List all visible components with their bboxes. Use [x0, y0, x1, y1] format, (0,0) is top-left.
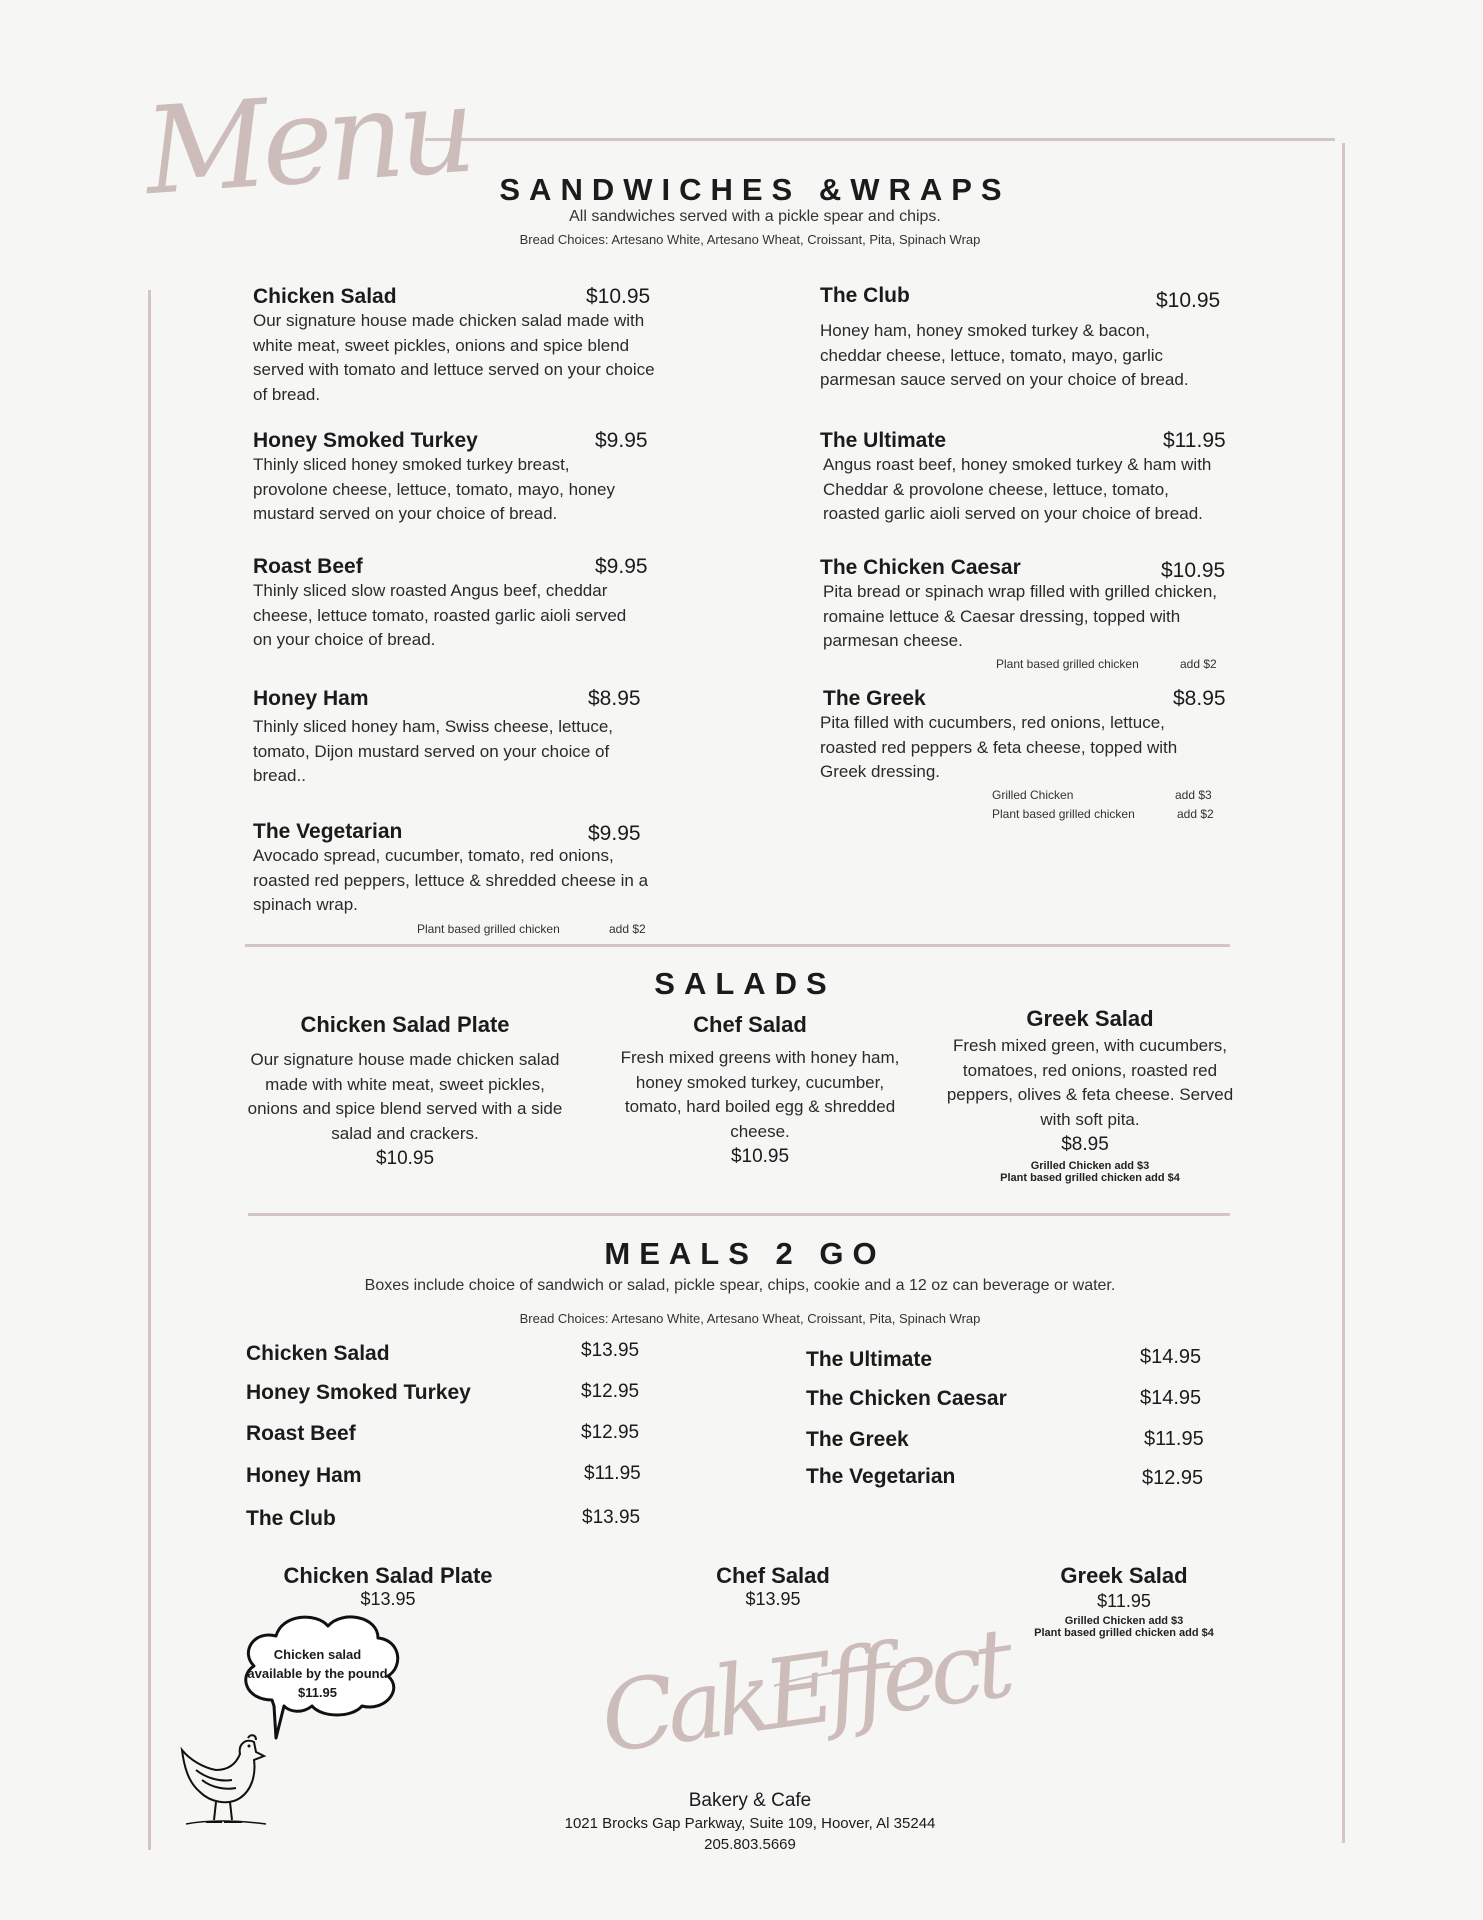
item-price: $11.95 — [1163, 429, 1226, 452]
item-desc: Thinly sliced honey ham, Swiss cheese, lettuce, tomato, Dijon mustard served on your choice of bread.. — [253, 717, 614, 785]
sandwiches-title: SANDWICHES &WRAPS — [499, 172, 1011, 207]
salad-desc: Our signature house made chicken salad made with white meat, sweet pickles, onions and spice blend served with a side salad and crackers. — [247, 1050, 563, 1143]
meal-salad-greek-salad — [1024, 1563, 1224, 1639]
footer-address: 1021 Brocks Gap Parkway, Suite 109, Hoover, Al 35244 — [564, 1815, 936, 1832]
item-desc: Pita filled with cucumbers, red onions, lettuce, roasted red peppers & feta cheese, topped with Greek dressing. — [820, 713, 1178, 781]
addon-price: add $2 — [609, 922, 646, 936]
sandwich-honey-ham — [253, 687, 653, 789]
item-desc: Thinly sliced slow roasted Angus beef, cheddar cheese, lettuce tomato, roasted garlic aioli served on your choice of bread. — [253, 581, 627, 649]
meal-price: $11.95 — [1144, 1428, 1204, 1450]
item-desc: Thinly sliced honey smoked turkey breast, provolone cheese, lettuce, tomato, mayo, honey mustard served on your choice of bread. — [253, 455, 615, 523]
meal-name: The Chicken Caesar — [806, 1387, 1007, 1410]
item-name: Honey Ham — [253, 687, 369, 710]
item-name: Chicken Salad — [253, 285, 397, 308]
salad-desc: Fresh mixed greens with honey ham, honey smoked turkey, cucumber, tomato, hard boiled egg & shredded cheese. — [620, 1048, 900, 1141]
item-name: The Ultimate — [820, 429, 947, 452]
meal-name: The Greek — [806, 1428, 909, 1451]
meal-price: $13.95 — [582, 1507, 641, 1528]
meal-salad-note-2: Plant based grilled chicken add $4 — [1034, 1627, 1214, 1639]
meal-salad-price: $11.95 — [1097, 1591, 1151, 1611]
salad-price: $8.95 — [1061, 1134, 1109, 1155]
addon1-label: Grilled Chicken — [992, 788, 1074, 802]
salad-name: Chef Salad — [693, 1012, 807, 1037]
meal-name: The Ultimate — [806, 1348, 933, 1371]
meal-price: $14.95 — [1140, 1387, 1202, 1409]
sandwiches-subtitle: All sandwiches served with a pickle spear and chips. — [569, 208, 941, 225]
meal-name: The Club — [246, 1507, 336, 1530]
item-desc: Our signature house made chicken salad made with white meat, sweet pickles, onions and spice blend served with tomato and lettuce served on your choice of bread. — [253, 311, 655, 404]
salad-chef-salad — [620, 1012, 900, 1168]
sandwich-the-greek — [820, 687, 1230, 821]
salad-greek-salad — [930, 1006, 1250, 1184]
sandwich-honey-smoked-turkey — [253, 429, 653, 527]
meal-salad-name: Chef Salad — [716, 1563, 830, 1588]
meal-price: $12.95 — [1142, 1467, 1204, 1489]
meals-bread-choices: Bread Choices: Artesano White, Artesano Wheat, Croissant, Pita, Spinach Wrap — [519, 1311, 981, 1326]
salad-price: $10.95 — [375, 1148, 435, 1169]
item-desc: Angus roast beef, honey smoked turkey & ham with Cheddar & provolone cheese, lettuce, tomato, roasted garlic aioli served on your choice of bread. — [823, 455, 1212, 523]
addon-label: Plant based grilled chicken — [996, 657, 1139, 671]
item-name: The Vegetarian — [253, 820, 403, 843]
salad-chicken-salad-plate — [240, 1012, 570, 1170]
divider-salads-meals — [248, 1213, 1230, 1216]
addon-price: add $2 — [1180, 657, 1217, 671]
addon2-price: add $2 — [1177, 807, 1214, 821]
frame-top-rule — [425, 138, 1335, 141]
divider-sandwiches-salads — [245, 944, 1230, 947]
item-price: $9.95 — [595, 429, 648, 452]
meal-name: The Vegetarian — [806, 1465, 956, 1488]
bubble-line-1: Chicken salad — [273, 1647, 362, 1662]
addon-label: Plant based grilled chicken — [417, 922, 560, 936]
item-price: $10.95 — [1161, 559, 1226, 582]
item-desc: Honey ham, honey smoked turkey & bacon, cheddar cheese, lettuce, tomato, mayo, garlic parmesan sauce served on your choice of bread. — [820, 321, 1189, 389]
item-desc: Avocado spread, cucumber, tomato, red onions, roasted red peppers, lettuce & shredded cheese in a spinach wrap. — [253, 846, 649, 914]
salad-note-2: Plant based grilled chicken add $4 — [1000, 1172, 1180, 1184]
logo-swash — [770, 1662, 910, 1692]
item-price: $8.95 — [588, 687, 641, 710]
item-desc: Pita bread or spinach wrap filled with grilled chicken, romaine lettuce & Caesar dressing, topped with parmesan cheese. — [823, 582, 1218, 650]
meal-name: Honey Ham — [246, 1464, 362, 1487]
sandwiches-bread-choices: Bread Choices: Artesano White, Artesano Wheat, Croissant, Pita, Spinach Wrap — [519, 232, 981, 247]
bubble-line-3: $11.95 — [297, 1685, 338, 1700]
salad-price: $10.95 — [730, 1146, 790, 1167]
item-name: The Chicken Caesar — [820, 556, 1021, 579]
meal-name: Chicken Salad — [246, 1342, 390, 1365]
salad-desc: Fresh mixed green, with cucumbers, tomatoes, red onions, roasted red peppers, olives & feta cheese. Served with soft pita. — [946, 1036, 1234, 1129]
sandwich-the-vegetarian — [253, 820, 653, 936]
chicken-eye — [248, 1745, 251, 1748]
sandwich-the-chicken-caesar — [820, 556, 1230, 671]
item-name: Roast Beef — [253, 555, 363, 578]
sandwich-roast-beef — [253, 555, 653, 653]
salad-note-1: Grilled Chicken add $3 — [1030, 1160, 1150, 1172]
salad-name: Greek Salad — [1026, 1006, 1154, 1031]
meal-name: Honey Smoked Turkey — [246, 1381, 471, 1404]
footer-phone: 205.803.5669 — [704, 1836, 796, 1853]
item-price: $9.95 — [595, 555, 648, 578]
bubble-text — [240, 1645, 395, 1702]
item-name: Honey Smoked Turkey — [253, 429, 478, 452]
sandwich-the-ultimate — [820, 429, 1230, 527]
meal-salad-name: Chicken Salad Plate — [283, 1563, 493, 1588]
sandwich-the-club — [820, 284, 1230, 393]
bubble-line-2: available by the pound — [247, 1666, 388, 1681]
addon1-price: add $3 — [1175, 788, 1212, 802]
menu-script-title: Menu — [140, 60, 474, 223]
meals-subtitle: Boxes include choice of sandwich or salad, pickle spear, chips, cookie and a 12 oz can beverage or water. — [364, 1277, 1116, 1294]
item-price: $9.95 — [588, 822, 641, 845]
item-name: The Club — [820, 284, 910, 307]
meals-title: MEALS 2 GO — [604, 1236, 886, 1271]
meal-price: $12.95 — [581, 1381, 640, 1402]
frame-left-rule — [148, 290, 151, 1850]
cakeffect-logo: CakEffect — [594, 1607, 1013, 1775]
meal-salad-price: $13.95 — [745, 1589, 801, 1609]
meal-name: Roast Beef — [246, 1422, 356, 1445]
meal-price: $14.95 — [1140, 1346, 1202, 1368]
meal-price: $11.95 — [584, 1463, 641, 1484]
salad-name: Chicken Salad Plate — [300, 1012, 510, 1037]
meal-price: $13.95 — [581, 1340, 640, 1361]
item-price: $10.95 — [1156, 289, 1221, 312]
meal-salad-name: Greek Salad — [1060, 1563, 1188, 1588]
meal-salad-chicken-salad-plate — [238, 1563, 538, 1610]
chicken-icon — [176, 1730, 276, 1830]
footer-tagline: Bakery & Cafe — [688, 1790, 812, 1811]
item-price: $10.95 — [586, 285, 651, 308]
meal-price: $12.95 — [581, 1422, 640, 1443]
item-price: $8.95 — [1173, 687, 1226, 710]
salads-title: SALADS — [654, 966, 836, 1001]
meal-salad-price: $13.95 — [360, 1589, 416, 1609]
meal-salad-note-1: Grilled Chicken add $3 — [1064, 1615, 1184, 1627]
sandwich-chicken-salad — [253, 285, 653, 407]
meal-salad-chef-salad — [663, 1563, 883, 1610]
addon2-label: Plant based grilled chicken — [992, 807, 1135, 821]
frame-right-rule — [1342, 143, 1345, 1843]
item-name: The Greek — [823, 687, 926, 710]
